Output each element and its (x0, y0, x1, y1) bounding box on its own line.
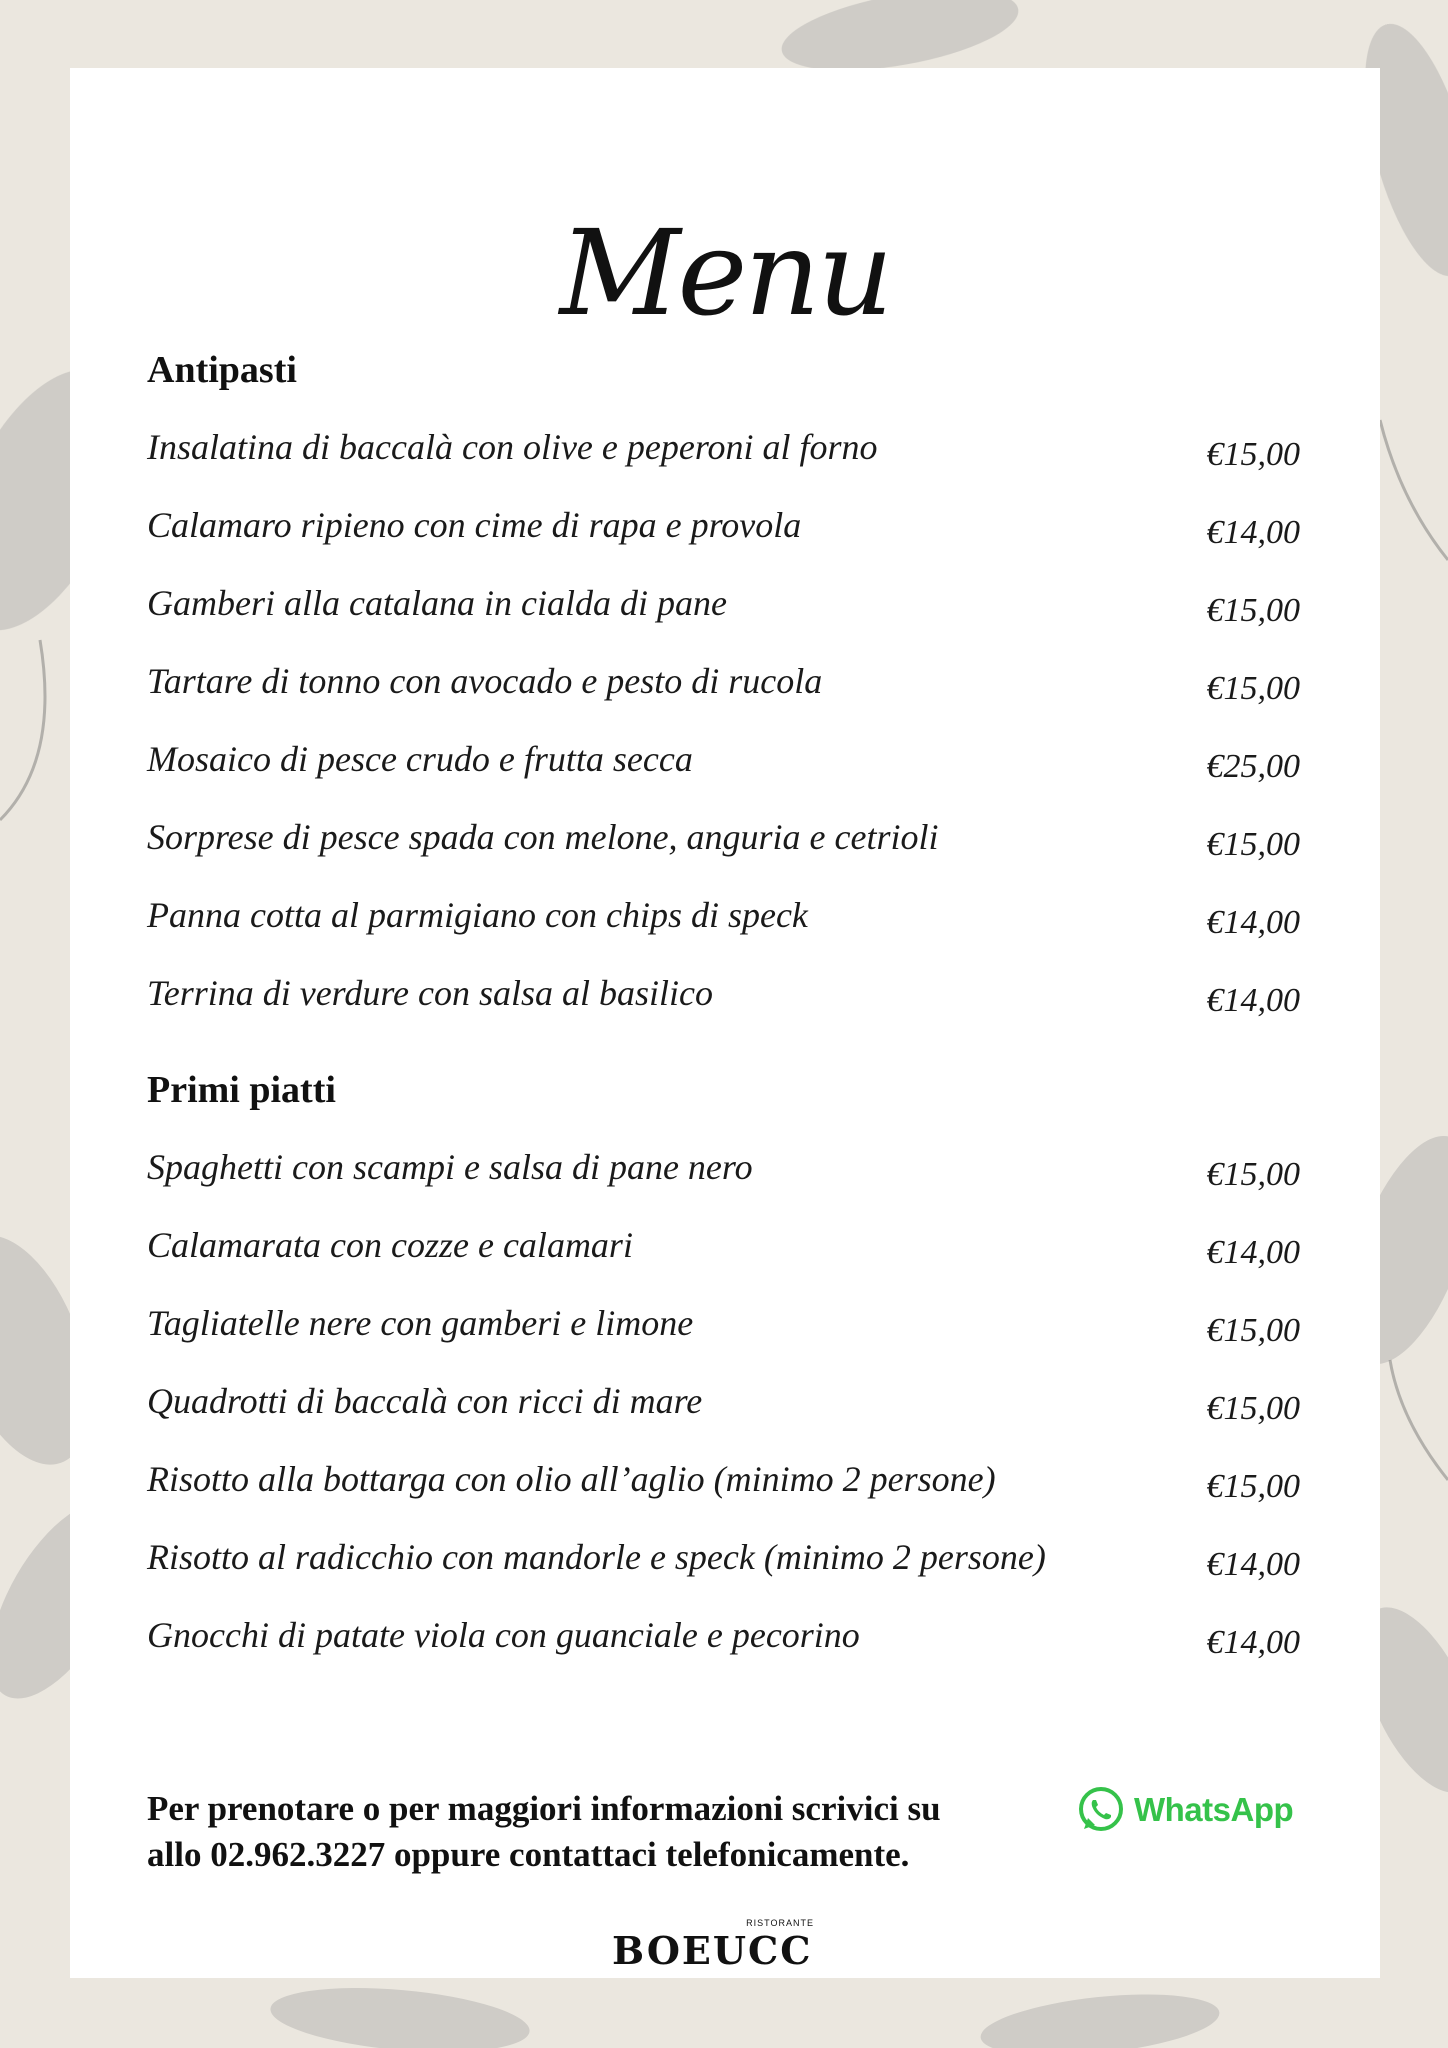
menu-item-price: €14,00 (1206, 982, 1300, 1019)
menu-item-name: Tartare di tonno con avocado e pesto di rucola (147, 661, 823, 701)
restaurant-logo (612, 1918, 822, 1978)
menu-item-price: €14,00 (1206, 904, 1300, 941)
menu-item (147, 815, 1300, 863)
menu-item (147, 1613, 1300, 1661)
menu-item-price: €14,00 (1206, 514, 1300, 551)
menu-item (147, 1379, 1300, 1427)
menu-item-price: €15,00 (1206, 826, 1300, 863)
reservation-info (147, 1786, 1147, 1878)
menu-item (147, 503, 1300, 551)
logo-name: BOEUCC (612, 1928, 813, 1973)
menu-item (147, 1301, 1300, 1349)
menu-item-price: €25,00 (1206, 748, 1300, 785)
menu-item-price: €15,00 (1206, 1156, 1300, 1193)
menu-item-name: Calamarata con cozze e calamari (147, 1225, 633, 1265)
menu-item-name: Panna cotta al parmigiano con chips di speck (147, 895, 808, 935)
menu-item-name: Risotto alla bottarga con olio all’aglio (minimo 2 persone) (147, 1459, 996, 1499)
menu-item-price: €15,00 (1206, 1468, 1300, 1505)
menu-item (147, 971, 1300, 1019)
menu-item-price: €15,00 (1206, 436, 1300, 473)
menu-item (147, 893, 1300, 941)
menu-item-name: Insalatina di baccalà con olive e peperoni al forno (147, 427, 878, 467)
menu-item-name: Gnocchi di patate viola con guanciale e pecorino (147, 1615, 860, 1655)
menu-card (70, 68, 1380, 1978)
menu-item (147, 1223, 1300, 1271)
menu-item-price: €15,00 (1206, 1390, 1300, 1427)
menu-item-price: €14,00 (1206, 1624, 1300, 1661)
menu-item-name: Spaghetti con scampi e salsa di pane nero (147, 1147, 753, 1187)
menu-item (147, 659, 1300, 707)
menu-item-name: Calamaro ripieno con cime di rapa e provola (147, 505, 802, 545)
menu-item-price: €15,00 (1206, 1312, 1300, 1349)
menu-item-price: €14,00 (1206, 1234, 1300, 1271)
menu-item-price: €14,00 (1206, 1546, 1300, 1583)
menu-item (147, 1535, 1300, 1583)
menu-item (147, 581, 1300, 629)
reservation-line-1: Per prenotare o per maggiori informazioni scrivici su (147, 1789, 941, 1828)
menu-item (147, 1145, 1300, 1193)
menu-title: Menu (559, 204, 891, 342)
menu-item-name: Tagliatelle nere con gamberi e limone (147, 1303, 694, 1343)
logo-subtitle: RISTORANTE (746, 1918, 814, 1928)
whatsapp-label: WhatsApp (1134, 1791, 1294, 1828)
menu-item-price: €15,00 (1206, 670, 1300, 707)
menu-item (147, 737, 1300, 785)
menu-item-price: €15,00 (1206, 592, 1300, 629)
menu-item (147, 425, 1300, 473)
menu-item (147, 1457, 1300, 1505)
menu-item-name: Sorprese di pesce spada con melone, anguria e cetrioli (147, 817, 939, 857)
menu-item-name: Quadrotti di baccalà con ricci di mare (147, 1381, 703, 1421)
whatsapp-icon (1076, 1785, 1126, 1835)
menu-item-name: Risotto al radicchio con mandorle e speck (minimo 2 persone) (147, 1537, 1046, 1577)
menu-item-name: Gamberi alla catalana in cialda di pane (147, 583, 727, 623)
whatsapp-link[interactable] (1076, 1784, 1293, 1836)
menu-item-name: Mosaico di pesce crudo e frutta secca (147, 739, 693, 779)
reservation-line-2: allo 02.962.3227 oppure contattaci telefonicamente. (147, 1835, 910, 1874)
section-heading-primi-piatti: Primi piatti (147, 1069, 336, 1111)
menu-item-name: Terrina di verdure con salsa al basilico (147, 973, 713, 1013)
section-heading-antipasti: Antipasti (147, 349, 297, 391)
